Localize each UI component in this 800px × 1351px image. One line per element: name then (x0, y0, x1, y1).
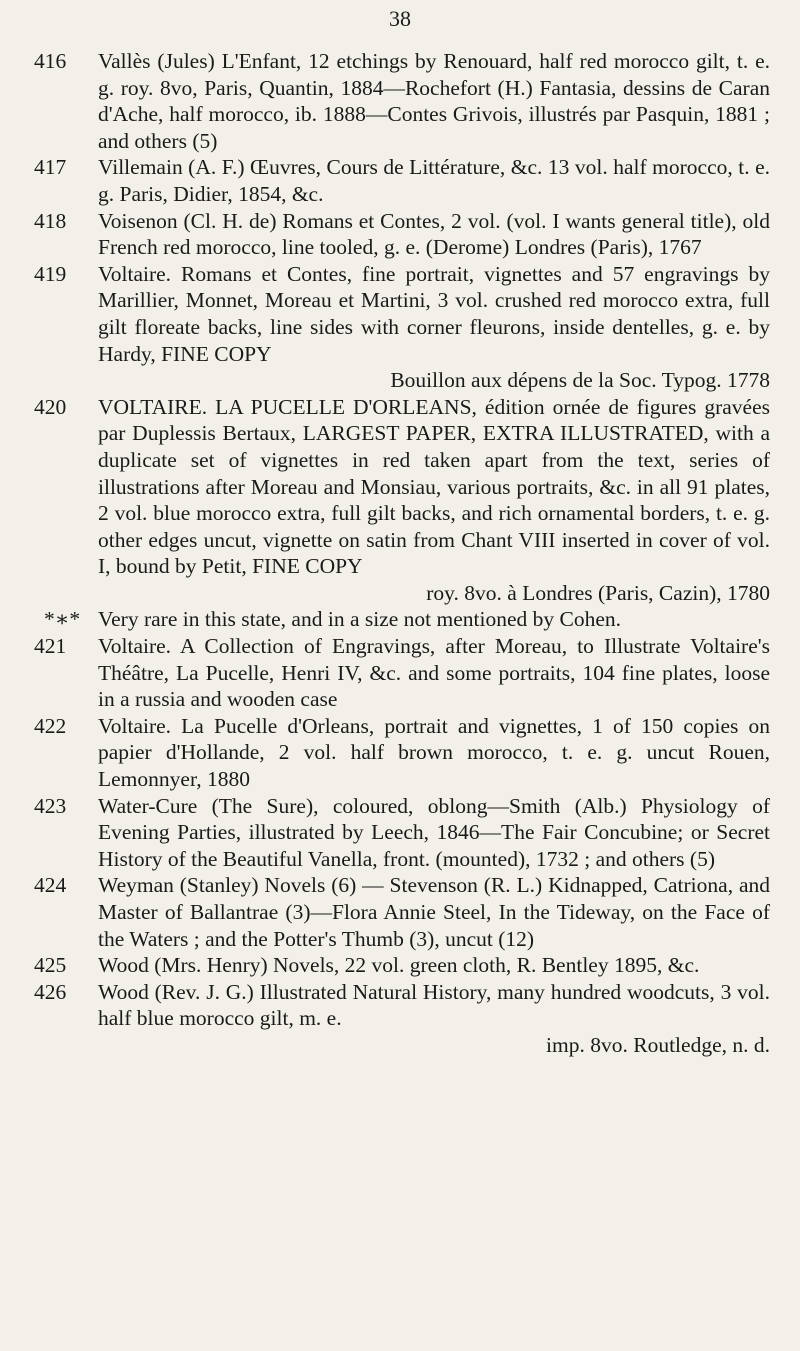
note-text: Very rare in this state, and in a size not mentioned by Cohen. (98, 607, 622, 632)
lot-description: Voltaire. Romans et Contes, fine portrait, vignettes and 57 engravings by Marillier, Monnet, Moreau et Martini, 3 vol. crushed red morocco extra, full gilt floreate backs, line sides with corner fleurons, inside dentelles, g. e. by Hardy, FINE COPY (98, 261, 770, 366)
lot-number: 426 (34, 979, 67, 1004)
lot-number: 422 (34, 713, 67, 738)
lot-number: 420 (34, 394, 67, 419)
lot-description: Voltaire. La Pucelle d'Orleans, portrait and vignettes, 1 of 150 copies on papier d'Hollande, 2 vol. half brown morocco, t. e. g. uncut Rouen, Lemonnyer, 1880 (98, 713, 770, 792)
lot-number: 425 (34, 953, 67, 978)
lot-description: Voisenon (Cl. H. de) Romans et Contes, 2 vol. (vol. I wants general title), old French red morocco, line tooled, g. e. (Derome) Londres (Paris), 1767 (98, 208, 770, 260)
lot-entry (34, 979, 770, 1059)
lot-entry (34, 952, 770, 979)
lot-number: 416 (34, 49, 67, 73)
lot-description: Water-Cure (The Sure), coloured, oblong—Smith (Alb.) Physiology of Evening Parties, illustrated by Leech, 1846—The Fair Concubine; or Secret History of the Beautiful Vanella, front. (mounted), 1732 ; and others (5) (98, 793, 770, 871)
lot-entry (34, 154, 770, 207)
lot-number: 417 (34, 155, 67, 180)
lot-number: 419 (34, 261, 67, 286)
lot-entry (34, 872, 770, 952)
lot-description: Voltaire. A Collection of Engravings, after Moreau, to Illustrate Voltaire's Théâtre, La Pucelle, Henri IV, &c. and some portraits, 104 fine plates, loose in a russia and wooden case (98, 634, 770, 712)
lot-entry (34, 633, 770, 713)
lot-entry (34, 208, 770, 261)
lot-description: Weyman (Stanley) Novels (6) — Stevenson (R. L.) Kidnapped, Catriona, and Master of Ballantrae (3)—Flora Annie Steel, In the Tideway, on the Face of the Waters ; and the Potter's Thumb (3), uncut (12) (98, 873, 770, 951)
lot-number: 418 (34, 208, 67, 233)
lot-note (34, 606, 770, 633)
lot-description: Wood (Mrs. Henry) Novels, 22 vol. green cloth, R. Bentley 1895, &c. (98, 953, 700, 978)
lot-description: Vallès (Jules) L'Enfant, 12 etchings by Renouard, half red morocco gilt, t. e. g. roy. 8vo, Paris, Quantin, 1884—Rochefort (H.) Fantasia, dessins de Caran d'Ache, half morocco, ib. 1888—Contes Grivois, illustrés par Pasquin, 1881 ; and others (5) (98, 49, 770, 153)
lot-entry (34, 793, 770, 873)
lot-entry (34, 48, 770, 154)
lot-imprint: imp. 8vo. Routledge, n. d. (546, 1032, 770, 1057)
lot-description: Villemain (A. F.) Œuvres, Cours de Littérature, &c. 13 vol. half morocco, t. e. g. Paris, Didier, 1854, &c. (98, 155, 770, 206)
page-number: 38 (389, 6, 411, 31)
lot-description: Wood (Rev. J. G.) Illustrated Natural History, many hundred woodcuts, 3 vol. half blue morocco gilt, m. e. (98, 979, 770, 1031)
lot-number: 421 (34, 634, 67, 659)
lot-imprint: Bouillon aux dépens de la Soc. Typog. 1778 (390, 368, 770, 393)
lot-entry (34, 394, 770, 607)
lot-number: 424 (34, 873, 67, 898)
lot-imprint: roy. 8vo. à Londres (Paris, Cazin), 1780 (426, 580, 770, 605)
lot-number: 423 (34, 793, 67, 818)
entries-list (34, 48, 770, 1059)
lot-entry (34, 713, 770, 793)
lot-entry (34, 261, 770, 394)
asterism-mark: *∗* (44, 607, 81, 632)
lot-description: VOLTAIRE. LA PUCELLE D'ORLEANS, édition ornée de figures gravées par Duplessis Bertaux, LARGEST PAPER, EXTRA ILLUSTRATED, with a duplicate set of vignettes in red taken apart from the text, series of illustrations after Moreau and Monsiau, various portraits, &c. in all 91 plates, 2 vol. blue morocco extra, full gilt backs, and rich ornamental borders, t. e. g. other edges uncut, vignette on satin from Chant VIII inserted in cover of vol. I, bound by Petit, FINE COPY (98, 394, 770, 579)
